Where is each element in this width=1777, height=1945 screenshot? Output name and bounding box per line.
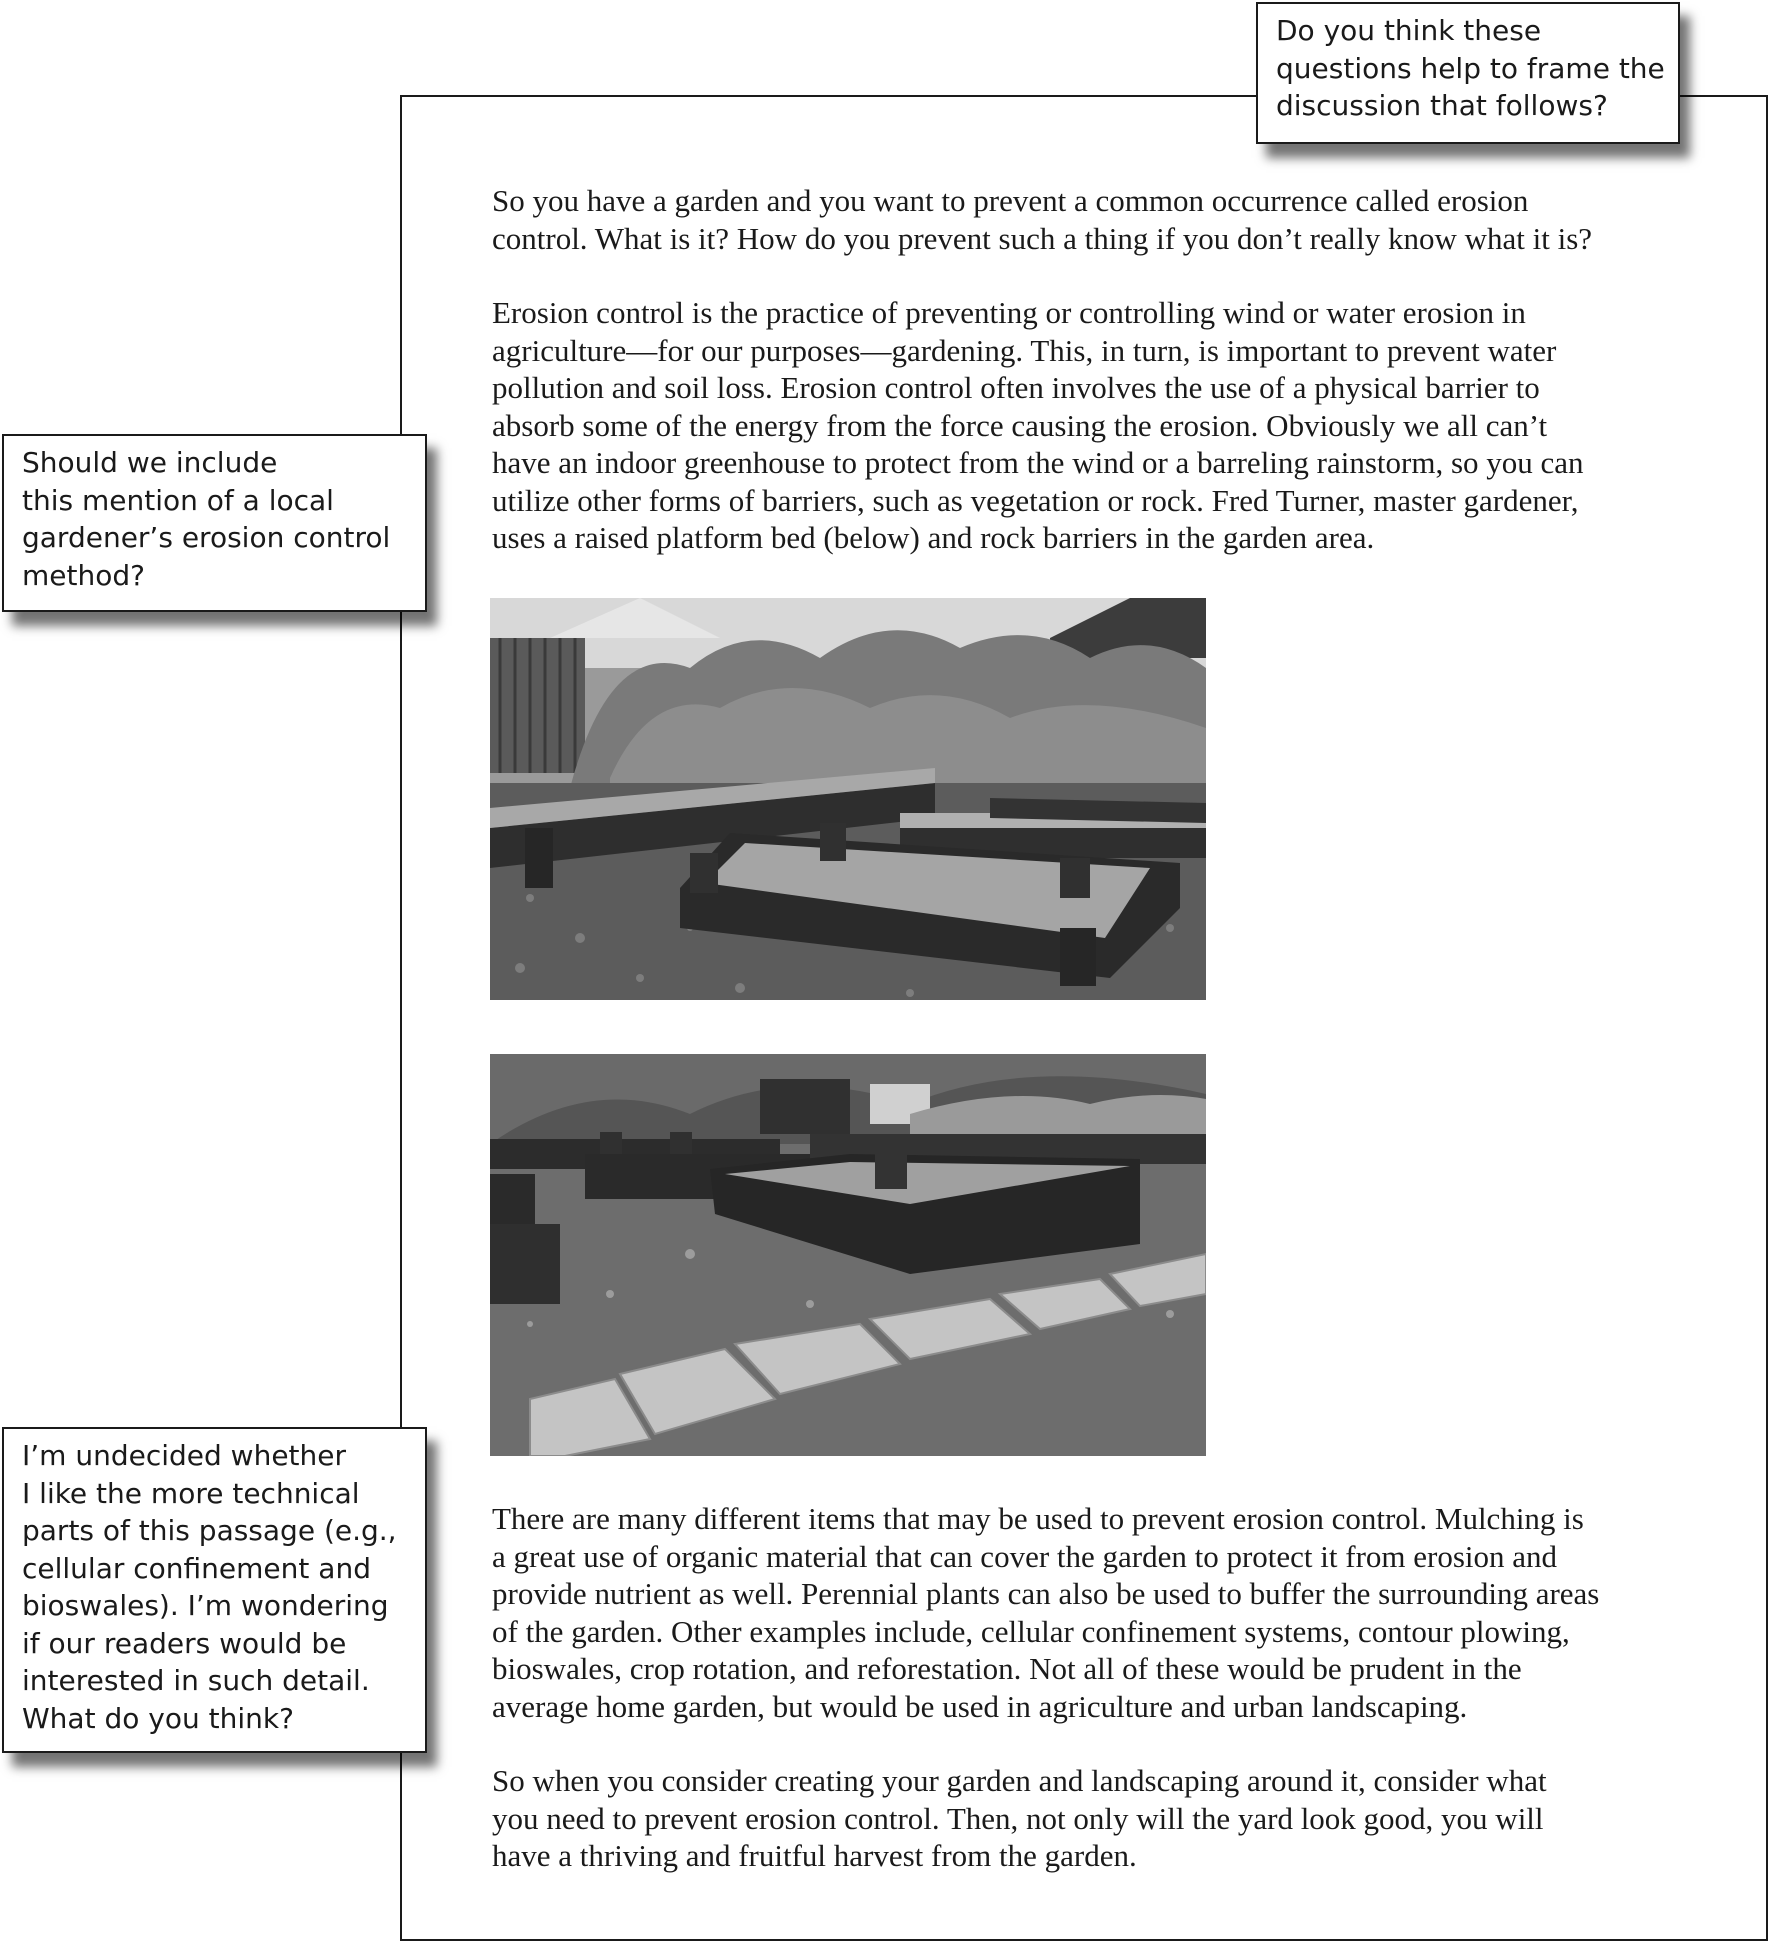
text-line: you need to prevent erosion control. Then, not only will the yard look good, you will [492,1800,1544,1836]
text-line: So when you consider creating your garden and landscaping around it, consider what [492,1763,1547,1798]
garden-photo-raised-beds [490,598,1206,1000]
conclusion-paragraph [492,1762,1692,1875]
comment-line: cellular confinement and [22,1551,371,1585]
text-line: of the garden. Other examples include, cellular confinement systems, contour plowing, [492,1613,1570,1649]
garden-photo-stone-path [490,1054,1206,1456]
comment-line: discussion that follows? [1276,89,1608,122]
comment-box-technical-detail [2,1427,427,1753]
comment-line: Do you think these [1276,14,1542,47]
text-line: provide nutrient as well. Perennial plants can also be used to buffer the surrounding areas [492,1576,1600,1611]
text-line: have an indoor greenhouse to protect from the wind or a barreling rainstorm, so you can [492,445,1584,480]
text-line: utilize other forms of barriers, such as vegetation or rock. Fred Turner, master gardener, [492,482,1579,518]
comment-line: I’m undecided whether [22,1439,347,1472]
text-line: average home garden, but would be used in agriculture and urban landscaping. [492,1688,1468,1724]
comment-line: gardener’s erosion control [22,521,391,554]
comment-line: questions help to frame the [1276,51,1665,85]
text-line: agriculture—for our purposes—gardening. This, in turn, is important to prevent water [492,332,1557,368]
raised-beds-illustration [490,598,1206,1000]
text-line: Erosion control is the practice of preventing or controlling wind or water erosion in [492,295,1526,330]
stone-path-illustration [490,1054,1206,1456]
comment-box-framing-questions [1256,2,1680,144]
text-line: So you have a garden and you want to prevent a common occurrence called erosion [492,183,1529,218]
comment-line: What do you think? [22,1701,294,1735]
comment-line: I like the more technical [22,1476,360,1510]
text-line: a great use of organic material that can cover the garden to protect it from erosion and [492,1538,1558,1574]
text-line: control. What is it? How do you prevent such a thing if you don’t really know what it is? [492,220,1593,256]
definition-paragraph [492,294,1692,557]
text-line: pollution and soil loss. Erosion control often involves the use of a physical barrier to [492,370,1540,405]
comment-line: interested in such detail. [22,1664,370,1697]
comment-line: this mention of a local [22,483,334,517]
intro-paragraph [492,182,1692,257]
comment-line: method? [22,558,145,592]
text-line: uses a raised platform bed (below) and rock barriers in the garden area. [492,520,1375,555]
comment-line: parts of this passage (e.g., [22,1514,397,1547]
comment-line: bioswales). I’m wondering [22,1589,389,1622]
text-line: have a thriving and fruitful harvest from the garden. [492,1838,1137,1873]
comment-box-local-gardener [2,434,427,612]
text-line: bioswales, crop rotation, and reforestation. Not all of these would be prudent in the [492,1651,1522,1686]
examples-paragraph [492,1500,1692,1725]
text-line: There are many different items that may be used to prevent erosion control. Mulching is [492,1501,1584,1536]
text-line: absorb some of the energy from the force causing the erosion. Obviously we all can’t [492,407,1548,443]
comment-line: if our readers would be [22,1626,347,1660]
comment-line: Should we include [22,446,278,479]
